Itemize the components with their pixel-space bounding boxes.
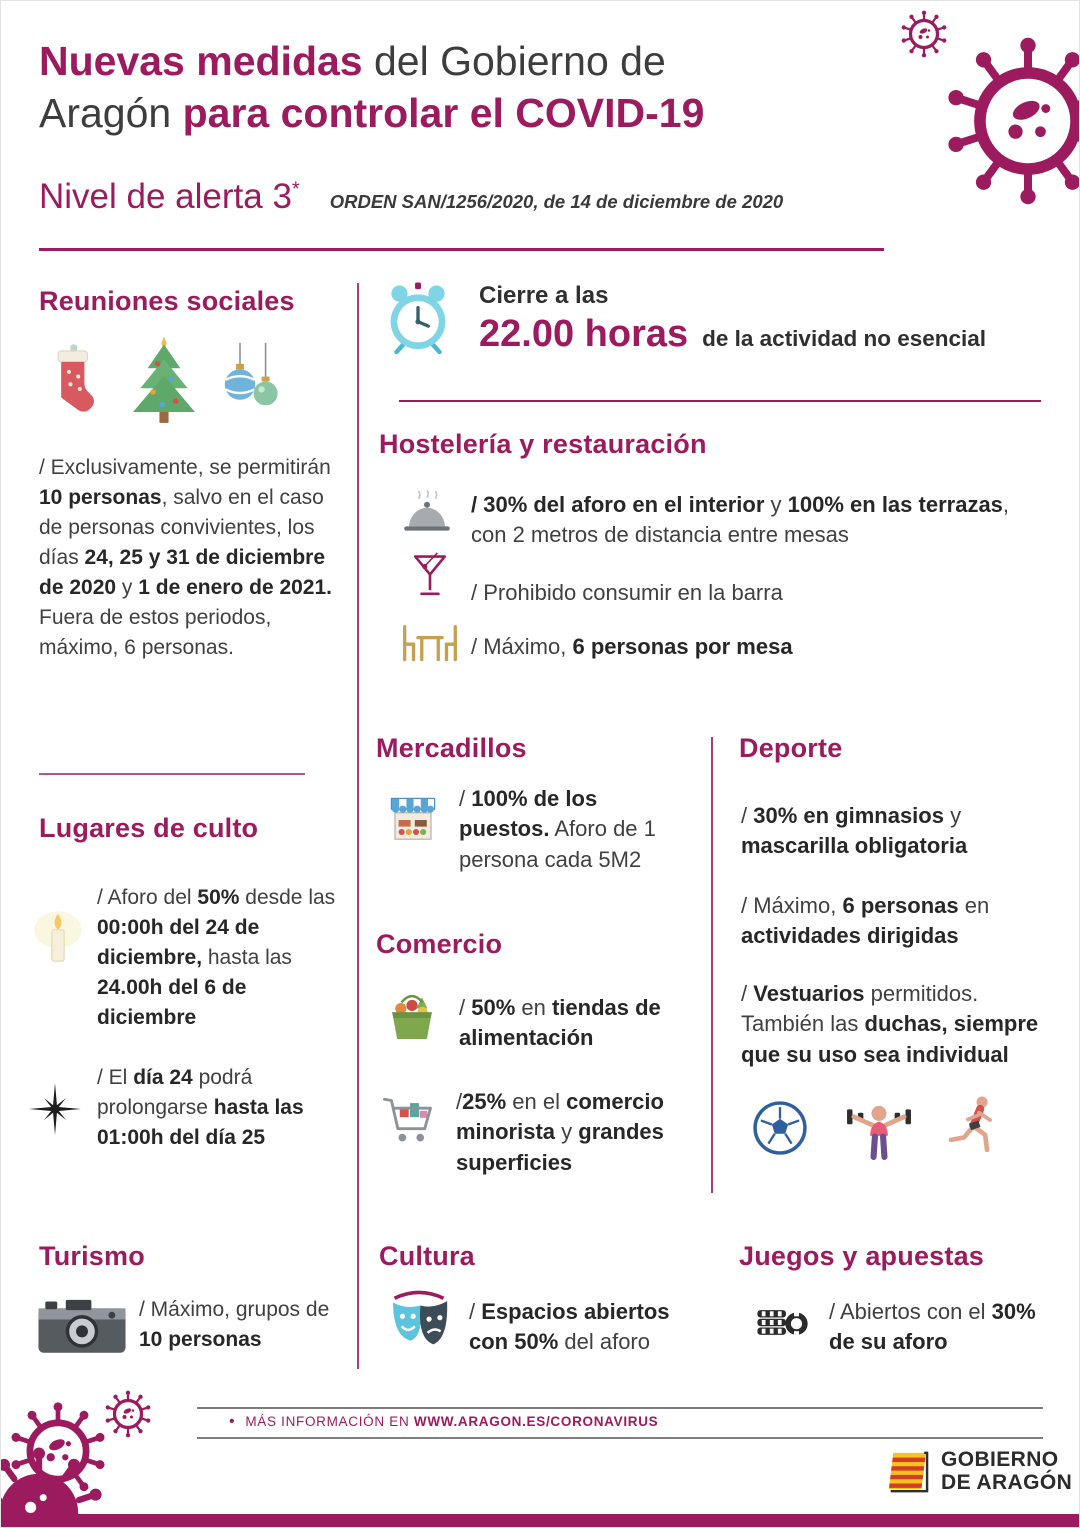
section-title-juegos: Juegos y apuestas: [739, 1241, 985, 1271]
culto-item-1: / Aforo del 50% desde las 00:00h del 24 de diciembre, hasta las 24.00h del 6 de diciembre: [97, 886, 336, 1030]
grocery-basket-icon: [381, 985, 443, 1047]
hosteleria-item-2: / Prohibido consumir en la barra: [471, 580, 783, 605]
shopping-cart-icon: [378, 1089, 442, 1153]
footer-divider-top: [197, 1407, 1043, 1409]
page-title: [39, 35, 869, 140]
page-title-line2: Aragón para controlar el COVID-19: [39, 90, 705, 137]
candle-icon: [23, 897, 93, 973]
deporte-item-1: / 30% en gimnasios y mascarilla obligatoria: [741, 803, 968, 859]
hosteleria-item-3: / Máximo, 6 personas por mesa: [471, 634, 793, 659]
bottom-accent-bar: [1, 1514, 1080, 1528]
cultura-item: / Espacios abiertos con 50% del aforo: [469, 1299, 670, 1355]
cloche-icon: [397, 489, 457, 541]
footer-info: [229, 1413, 658, 1431]
closure-time: 22.00 horas: [479, 313, 689, 355]
logo-line-1: GOBIERNO: [941, 1448, 1059, 1471]
gobierno-aragon-logo: [883, 1449, 1072, 1494]
running-icon: [943, 1091, 1005, 1159]
vertical-divider-left: [357, 283, 359, 1369]
closure-divider: [399, 400, 1041, 402]
turismo-item: / Máximo, grupos de 10 personas: [139, 1298, 330, 1352]
table-chairs-icon: [397, 619, 463, 665]
reuniones-body: / Exclusivamente, se permitirán 10 personas, salvo en el caso de personas convivientes, los días 24, 25 y 31 de diciembre de 2020 y 1 de enero de 2021. Fuera de estos periodos, máximo, 6 personas.: [39, 456, 333, 660]
footer-divider-bottom: [197, 1437, 1043, 1439]
coronavirus-icon: [939, 27, 1080, 215]
comercio-item-1: / 50% en tiendas de alimentación: [459, 995, 661, 1051]
alert-level-asterisk: *: [291, 178, 300, 201]
section-title-mercadillos: Mercadillos: [376, 733, 527, 763]
section-title-cultura: Cultura: [379, 1241, 475, 1271]
poker-chips-icon: [749, 1289, 813, 1351]
soccer-ball-icon: [751, 1099, 809, 1157]
christmas-stocking-icon: [41, 337, 103, 427]
header-divider: [39, 248, 884, 251]
christmas-tree-icon: [123, 333, 205, 429]
section-title-comercio: Comercio: [376, 929, 503, 959]
coronavirus-icon: [103, 1389, 153, 1439]
closure-text: [479, 282, 986, 356]
christmas-ornaments-icon: [216, 339, 288, 427]
order-reference: ORDEN SAN/1256/2020, de 14 de diciembre de 2020: [329, 191, 784, 212]
section-title-reuniones: Reuniones sociales: [39, 286, 295, 316]
closure-suffix: de la actividad no esencial: [702, 326, 987, 351]
mercadillos-item: / 100% de los puestos. Aforo de 1 persona cada 5M2: [459, 786, 656, 872]
closure-intro: Cierre a las: [479, 282, 609, 309]
alert-level: Nivel de alerta 3*: [39, 177, 300, 216]
page-title-line1: Nuevas medidas del Gobierno de: [39, 38, 666, 84]
more-info-link[interactable]: MÁS INFORMACIÓN EN WWW.ARAGON.ES/CORONAVIRUS: [245, 1414, 659, 1429]
section-title-hosteleria: Hostelería y restauración: [379, 429, 707, 459]
section-title-culto: Lugares de culto: [39, 813, 259, 843]
sparkle-star-icon: [29, 1083, 81, 1135]
culto-item-2: / El día 24 podrá prolongarse hasta las 01:00h del día 25: [97, 1066, 304, 1150]
juegos-item: / Abiertos con el 30% de su aforo: [829, 1299, 1036, 1355]
bullet-icon: •: [229, 1413, 236, 1430]
vertical-divider-right: [711, 737, 713, 1193]
deporte-item-3: / Vestuarios permitidos. También las duchas, siempre que su uso sea individual: [741, 981, 1039, 1067]
comercio-item-2: /25% en el comercio minorista y grandes superficies: [456, 1089, 664, 1175]
weightlifting-icon: [843, 1093, 915, 1161]
left-column-divider: [39, 773, 305, 775]
aragon-flag-icon: [883, 1450, 929, 1494]
deporte-item-2: / Máximo, 6 personas en actividades dirigidas: [741, 893, 990, 949]
section-title-turismo: Turismo: [39, 1241, 145, 1271]
camera-icon: [35, 1293, 129, 1357]
logo-line-2: DE ARAGÓN: [941, 1470, 1073, 1494]
cocktail-icon: [409, 546, 451, 606]
hosteleria-item-1: / 30% del aforo en el interior y 100% en las terrazas, con 2 metros de distancia entre mesas: [471, 492, 1010, 548]
alarm-clock-icon: [381, 279, 455, 357]
section-title-deporte: Deporte: [739, 733, 843, 763]
theater-masks-icon: [383, 1289, 455, 1355]
logo-text: [941, 1449, 1072, 1494]
market-stall-icon: [383, 789, 443, 851]
